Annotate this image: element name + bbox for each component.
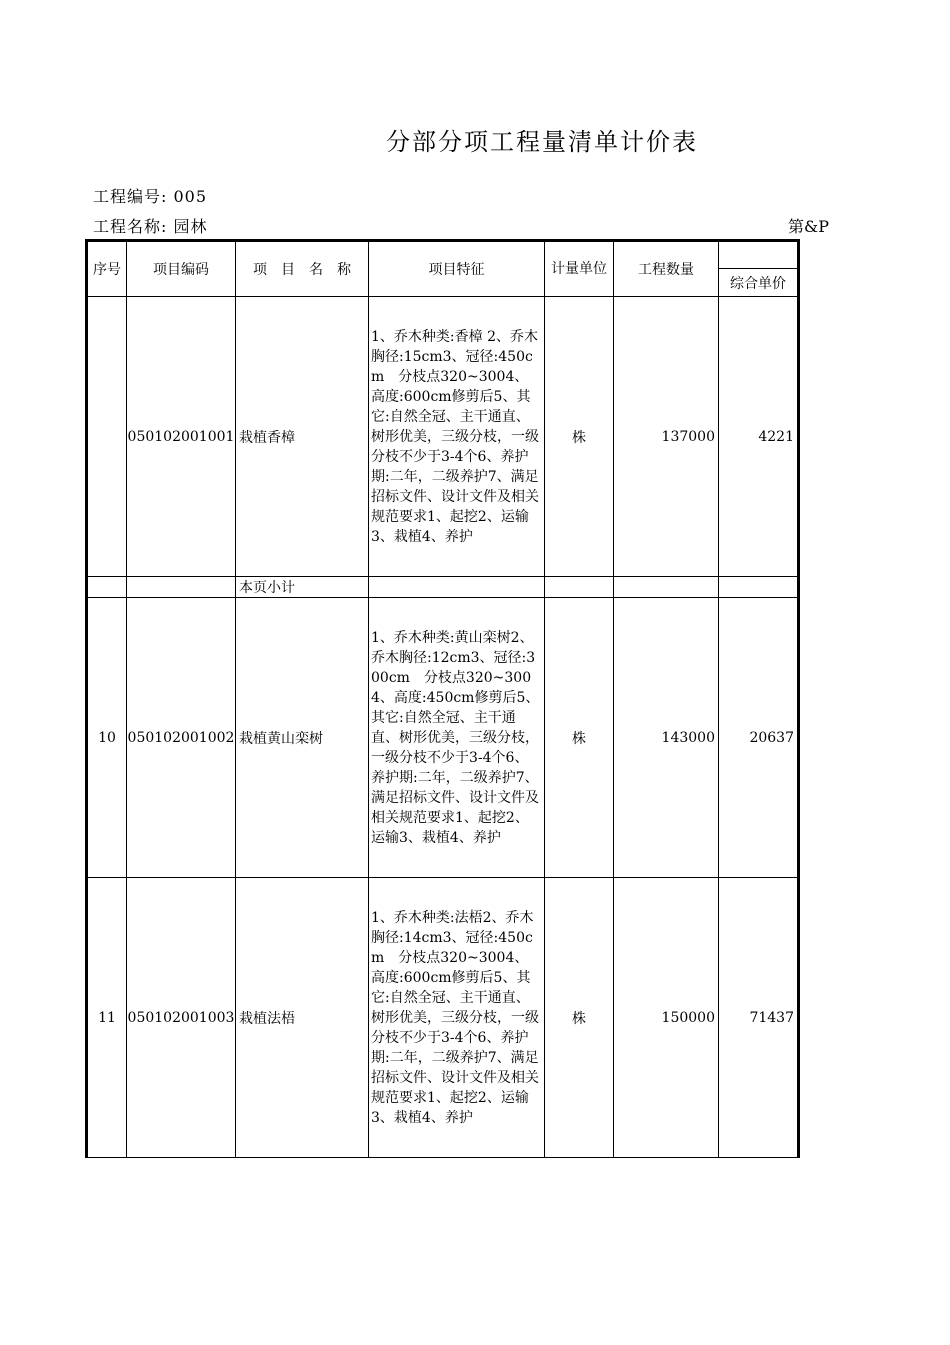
header-row [87, 241, 799, 269]
row-feature: 1、乔木种类:黄山栾树2、乔木胸径:12cm3、冠径:300cm 分枝点320~3004、高度:450cm修剪后5、其它:自然全冠、主干通直、树形优美，三级分枝，一级分枝不少于3-4个6、养护期:二年，二级养护7、满足招标文件、设计文件及相关规范要求1、起挖2、运输3、栽植4、养护 [369, 598, 545, 878]
row-qty: 143000 [614, 598, 719, 878]
header-name: 项 目 名 称 [236, 241, 369, 297]
table-row [87, 878, 799, 1158]
row-price: 20637 [719, 598, 799, 878]
row-unit: 株 [545, 878, 614, 1158]
row-code: 050102001002 [127, 598, 236, 878]
project-number: 工程编号: 005 [93, 187, 208, 206]
table-row [87, 598, 799, 878]
row-feature: 1、乔木种类:香樟 2、乔木胸径:15cm3、冠径:450cm 分枝点320~3004、高度:600cm修剪后5、其它:自然全冠、主干通直、树形优美，三级分枝，一级分枝不少于3-4个6、养护期:二年，二级养护7、满足招标文件、设计文件及相关规范要求1、起挖2、运输3、栽植4、养护 [369, 297, 545, 577]
row-price: 4221 [719, 297, 799, 577]
page-title: 分部分项工程量清单计价表 [386, 128, 698, 156]
row-price: 71437 [719, 878, 799, 1158]
row-code: 050102001003 [127, 878, 236, 1158]
subtotal-label: 本页小计 [236, 577, 369, 598]
page-mark: 第&P [788, 217, 830, 236]
row-name: 栽植法梧 [236, 878, 369, 1158]
row-seq [87, 297, 127, 577]
row-qty: 137000 [614, 297, 719, 577]
row-name: 栽植黄山栾树 [236, 598, 369, 878]
bill-table [85, 239, 800, 1158]
row-unit: 株 [545, 598, 614, 878]
project-name: 工程名称: 园林 [93, 217, 208, 236]
header-price: 综合单价 [719, 269, 799, 297]
header-code: 项目编码 [127, 241, 236, 297]
row-qty: 150000 [614, 878, 719, 1158]
row-seq: 10 [87, 598, 127, 878]
row-feature: 1、乔木种类:法梧2、乔木胸径:14cm3、冠径:450cm 分枝点320~3004、高度:600cm修剪后5、其它:自然全冠、主干通直、树形优美，三级分枝，一级分枝不少于3-4个6、养护期:二年，二级养护7、满足招标文件、设计文件及相关规范要求1、起挖2、运输3、栽植4、养护 [369, 878, 545, 1158]
row-code: 050102001001 [127, 297, 236, 577]
header-unit: 计量单位 [545, 241, 614, 297]
row-seq: 11 [87, 878, 127, 1158]
header-price-group [719, 241, 799, 269]
row-unit: 株 [545, 297, 614, 577]
header-feature: 项目特征 [369, 241, 545, 297]
table-row [87, 297, 799, 577]
subtotal-row [87, 577, 799, 598]
header-seq: 序号 [87, 241, 127, 297]
row-name: 栽植香樟 [236, 297, 369, 577]
header-qty: 工程数量 [614, 241, 719, 297]
